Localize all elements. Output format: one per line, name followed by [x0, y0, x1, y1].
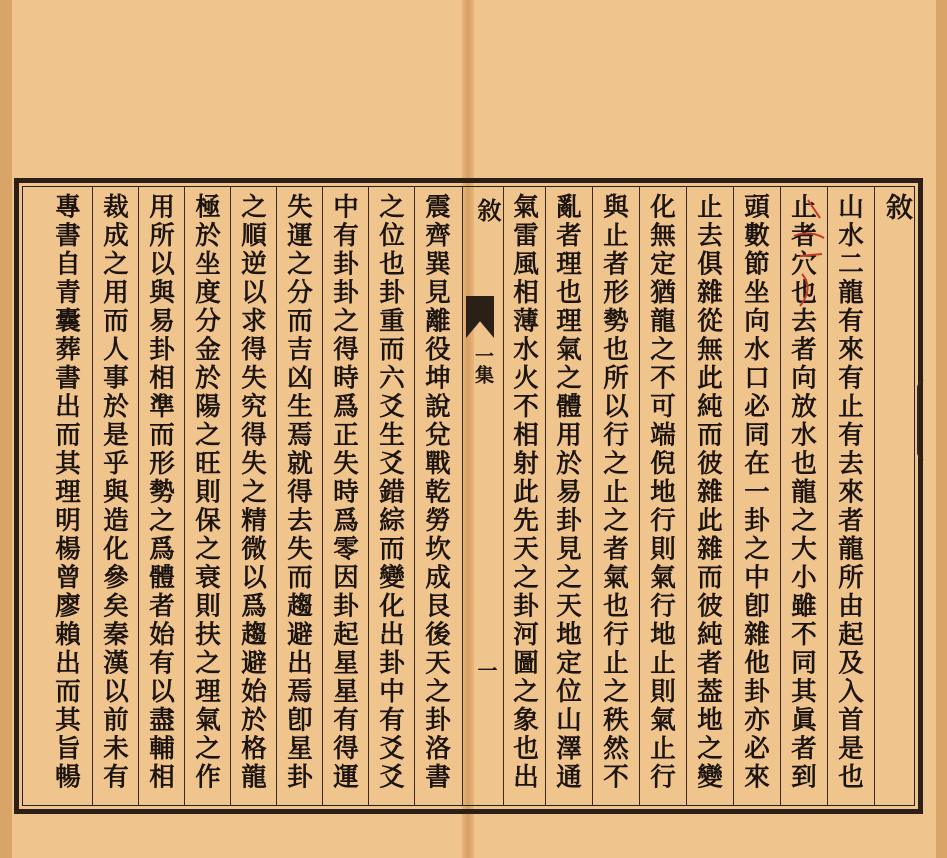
fold-title: 敘 [473, 198, 502, 222]
column-rule [368, 187, 369, 805]
text-column-9: 震齊巽見離役坤說兌戰乾勞坎成艮後天之卦洛書 [421, 193, 451, 792]
text-column-14: 極於坐度分金於陽之旺則保之衰則扶之理氣之作 [191, 193, 221, 792]
column-rule [686, 187, 687, 805]
binding-clip-mark [917, 380, 937, 460]
fold-page-number: 一 [474, 660, 498, 680]
text-column-6: 與止者形勢也所以行之止之者氣也行止之秩然不 [599, 193, 629, 792]
text-column-5: 化無定猶龍之不可端倪地行則氣行地止則氣止行 [646, 193, 676, 792]
column-rule [276, 187, 277, 805]
text-column-13: 之順逆以求得失究得失之精微以爲趨避始於格龍 [237, 193, 267, 792]
text-column-2: 止者穴也去者向放水也龍之大小雖不同其眞者到 [787, 193, 817, 792]
text-column-15: 用所以與易卦相準而形勢之爲體者始有以盡輔相 [145, 193, 175, 792]
column-rule [414, 187, 415, 805]
text-column-12: 失運之分而吉凶生焉就得去失而趨避出焉卽星卦 [283, 193, 313, 792]
text-column-3: 頭數節坐向水口必同在一卦之中卽雜他卦亦必來 [740, 193, 770, 792]
column-rule [592, 187, 593, 805]
column-rule [462, 187, 463, 805]
text-column-17: 專書自青囊葬書出而其理明楊曾廖賴出而其旨暢 [51, 193, 81, 792]
column-rule [92, 187, 93, 805]
column-rule [733, 187, 734, 805]
text-column-8: 氣雷風相薄水火不相射此先天之卦河圖之象也出 [509, 193, 539, 792]
column-rule [138, 187, 139, 805]
text-column-11: 中有卦卦之得時爲正失時爲零因卦起星星有得運 [329, 193, 359, 792]
text-column-7: 亂者理也理氣之體用於易卦見之天地定位山澤通 [552, 193, 582, 792]
column-rule [639, 187, 640, 805]
text-column-1: 山水二龍有來有止有去來者龍所由起及入首是也 [834, 193, 864, 792]
text-column-4: 止去俱雜從無此純而彼雜此雜而彼純者葢地之變 [693, 193, 723, 792]
column-rule [503, 187, 504, 805]
fold-volume: 一集 [472, 346, 494, 384]
column-rule [184, 187, 185, 805]
column-rule [322, 187, 323, 805]
column-rule [230, 187, 231, 805]
text-column-16: 裁成之用而人事於是乎與造化參矣秦漢以前未有 [99, 193, 129, 792]
text-column-10: 之位也卦重而六爻生爻錯綜而變化出卦中有爻爻 [375, 193, 405, 792]
column-rule [874, 187, 875, 805]
red-annotation-mark [780, 196, 828, 316]
heading-column: 敘 [881, 193, 912, 223]
column-rule [545, 187, 546, 805]
